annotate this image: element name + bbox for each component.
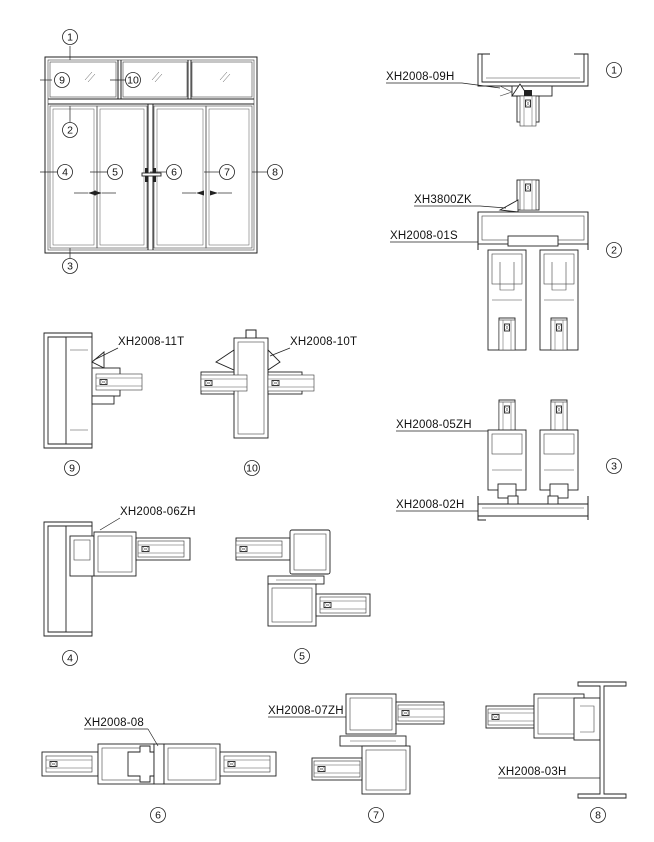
section-number-10 [245,461,260,476]
glazing-unit [46,756,92,772]
window-elevation [40,46,268,258]
svg-text:XH2008-09H: XH2008-09H [386,71,455,83]
glazing-unit [138,541,184,557]
svg-text:XH2008-08: XH2008-08 [84,717,144,729]
svg-text:4: 4 [62,166,68,179]
svg-text:XH2008-06ZH: XH2008-06ZH [120,506,196,518]
profile-label-05zh [396,419,488,431]
svg-text:10: 10 [246,462,258,475]
callout-5 [108,165,123,180]
profile-label-02h [396,499,478,511]
svg-text:7: 7 [373,809,379,822]
callout-1 [63,30,78,45]
svg-text:XH2008-03H: XH2008-03H [498,766,567,778]
svg-text:5: 5 [299,650,305,663]
svg-text:6: 6 [155,809,161,822]
glazing-unit [551,402,567,432]
section-number-7 [369,808,384,823]
section-number-2 [607,243,622,258]
svg-text:1: 1 [611,64,617,77]
glazing-unit [320,597,366,613]
callout-6 [167,165,182,180]
section-3-bottom-frame [478,400,588,520]
profile-label-3800zk [414,194,506,208]
glazing-unit [201,375,247,391]
svg-text:XH2008-10T: XH2008-10T [290,336,358,348]
profile-label-01s [390,230,478,242]
glazing-unit [268,375,314,391]
section-4-side-frame [44,522,190,636]
glazing-unit [520,96,536,126]
section-8-side-frame [486,682,626,798]
svg-text:2: 2 [611,244,617,257]
svg-text:10: 10 [127,74,139,87]
callout-2 [63,123,78,138]
svg-text:XH2008-02H: XH2008-02H [396,499,465,511]
profile-label-07zh [268,705,346,717]
svg-text:9: 9 [69,462,75,475]
svg-text:9: 9 [59,74,65,87]
svg-text:8: 8 [595,809,601,822]
glazing-unit [96,374,142,390]
glazing-unit [520,180,536,210]
profile-label-11t [94,336,184,360]
profile-label-10t [270,336,357,356]
glazing-unit [224,756,270,772]
callout-7 [220,165,235,180]
section-5-interlock [236,530,370,626]
glazing-unit [499,402,515,432]
svg-text:2: 2 [67,124,73,137]
glazing-unit [499,320,515,350]
callout-4 [58,165,73,180]
profile-label-08 [84,717,158,746]
callout-9 [55,73,70,88]
svg-text:1: 1 [67,31,73,44]
section-2-transom [478,180,588,350]
svg-text:6: 6 [171,166,177,179]
svg-text:XH3800ZK: XH3800ZK [414,194,472,206]
callout-3 [63,259,78,274]
svg-text:3: 3 [611,460,617,473]
glazing-unit [236,541,282,557]
section-number-8 [591,808,606,823]
profile-label-09h [386,71,500,88]
section-number-4 [63,651,78,666]
section-number-6 [151,808,166,823]
section-6-meeting-stile [42,744,276,784]
svg-text:XH2008-05ZH: XH2008-05ZH [396,419,472,431]
section-number-1 [607,63,622,78]
section-number-5 [295,649,310,664]
svg-text:XH2008-11T: XH2008-11T [118,336,185,348]
svg-text:4: 4 [67,652,73,665]
profile-label-03h [498,766,600,778]
glazing-unit [488,709,534,725]
glazing-unit [398,705,444,721]
section-number-3 [607,459,622,474]
profile-label-06zh [100,506,196,530]
callout-10 [126,73,141,88]
section-number-9 [65,461,80,476]
glazing-unit [551,320,567,350]
svg-text:XH2008-01S: XH2008-01S [390,230,458,242]
svg-text:7: 7 [224,166,230,179]
section-1-top-frame [478,54,588,126]
svg-text:3: 3 [67,260,73,273]
svg-text:8: 8 [272,166,278,179]
svg-text:XH2008-07ZH: XH2008-07ZH [268,705,344,717]
section-9-transom-side [44,333,142,448]
callout-8 [268,165,283,180]
glazing-unit [314,761,360,777]
svg-text:5: 5 [112,166,118,179]
